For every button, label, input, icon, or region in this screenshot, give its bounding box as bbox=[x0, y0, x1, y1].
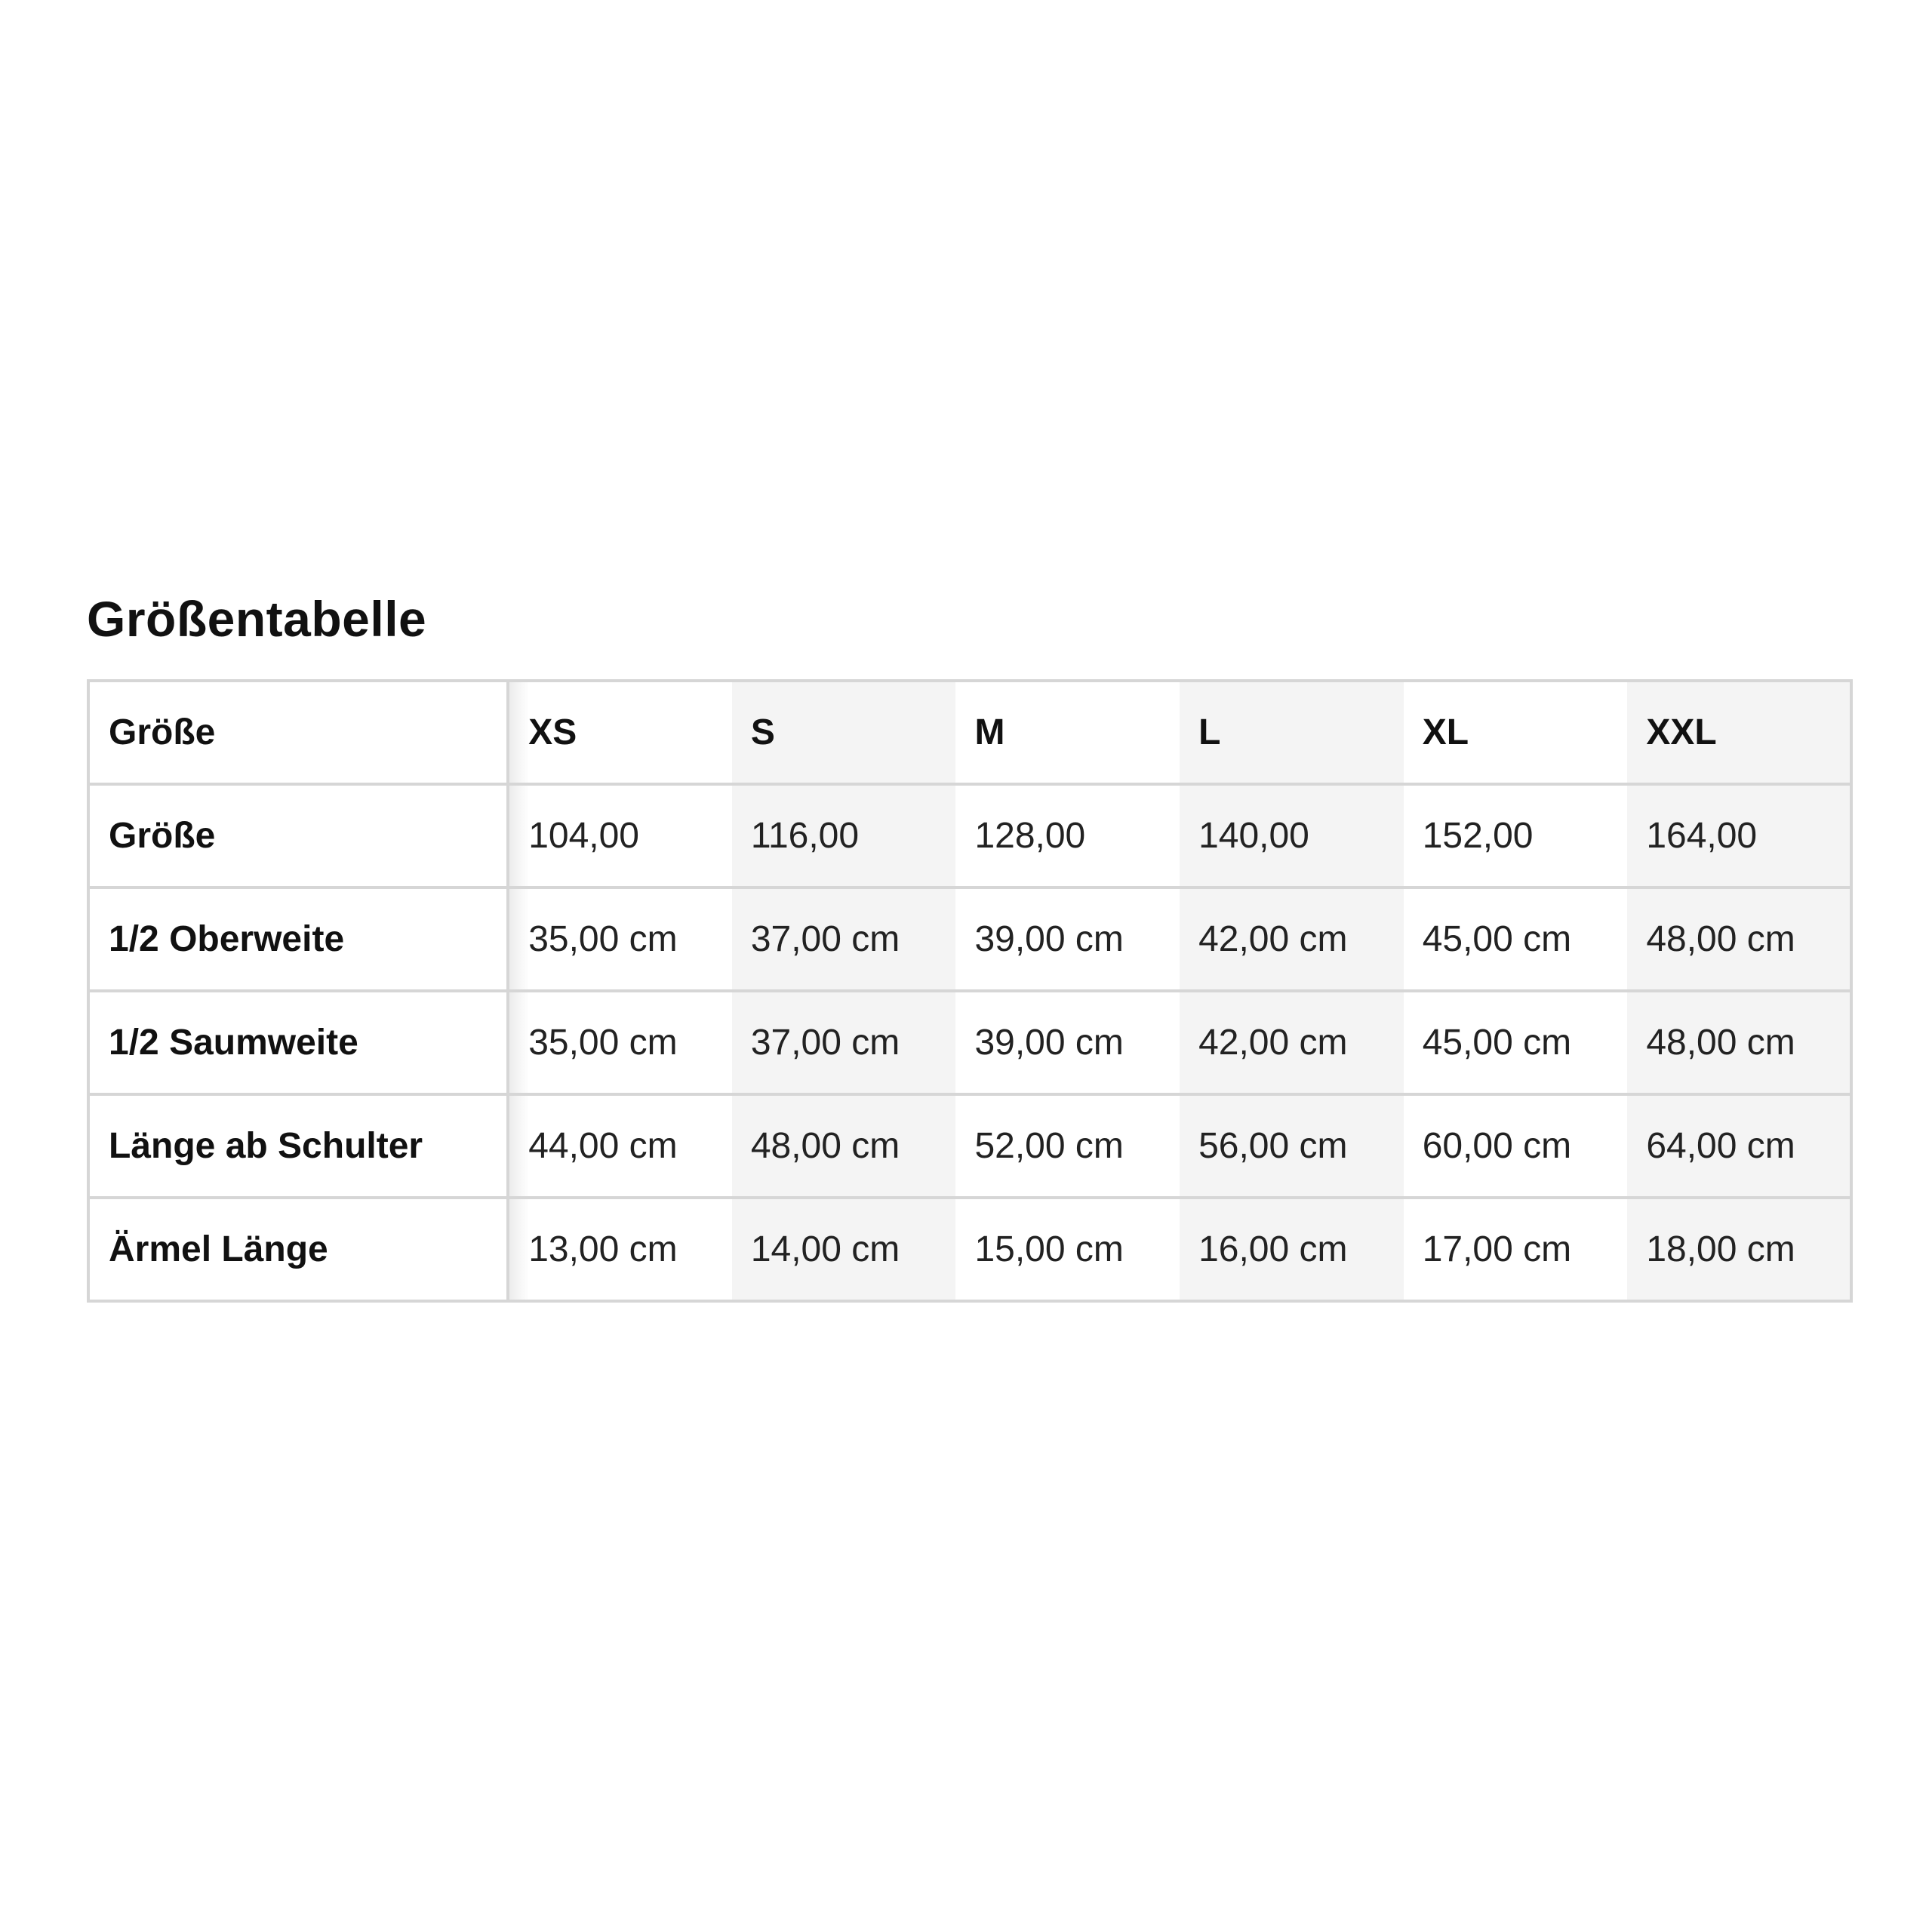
table-cell: 42,00 cm bbox=[1180, 888, 1404, 991]
row-label: Ärmel Länge bbox=[88, 1198, 508, 1301]
row-label: 1/2 Oberweite bbox=[88, 888, 508, 991]
table-cell: 37,00 cm bbox=[732, 991, 956, 1094]
row-label: Länge ab Schulter bbox=[88, 1094, 508, 1198]
size-chart-title: Größentabelle bbox=[87, 591, 427, 647]
table-row bbox=[88, 991, 1851, 1094]
table-cell: 52,00 cm bbox=[955, 1094, 1180, 1198]
table-cell: 60,00 cm bbox=[1404, 1094, 1628, 1198]
table-cell: 56,00 cm bbox=[1180, 1094, 1404, 1198]
header-row bbox=[88, 681, 1851, 784]
table-row bbox=[88, 784, 1851, 888]
table-cell: 14,00 cm bbox=[732, 1198, 956, 1301]
table-row bbox=[88, 1198, 1851, 1301]
table-cell: 164,00 bbox=[1627, 784, 1851, 888]
table-cell: 128,00 bbox=[955, 784, 1180, 888]
table-cell: 37,00 cm bbox=[732, 888, 956, 991]
size-header-m: M bbox=[955, 681, 1180, 784]
size-header-s: S bbox=[732, 681, 956, 784]
header-label: Größe bbox=[88, 681, 508, 784]
table-cell: 35,00 cm bbox=[508, 888, 732, 991]
size-table bbox=[87, 679, 1853, 1303]
table-cell: 17,00 cm bbox=[1404, 1198, 1628, 1301]
size-header-xxl: XXL bbox=[1627, 681, 1851, 784]
table-cell: 35,00 cm bbox=[508, 991, 732, 1094]
table-cell: 140,00 bbox=[1180, 784, 1404, 888]
table-cell: 13,00 cm bbox=[508, 1198, 732, 1301]
table-cell: 45,00 cm bbox=[1404, 888, 1628, 991]
table-cell: 48,00 cm bbox=[1627, 888, 1851, 991]
table-row bbox=[88, 888, 1851, 991]
size-chart bbox=[87, 589, 1853, 1303]
table-cell: 104,00 bbox=[508, 784, 732, 888]
size-header-l: L bbox=[1180, 681, 1404, 784]
table-cell: 45,00 cm bbox=[1404, 991, 1628, 1094]
table-cell: 48,00 cm bbox=[1627, 991, 1851, 1094]
row-label: Größe bbox=[88, 784, 508, 888]
table-cell: 44,00 cm bbox=[508, 1094, 732, 1198]
table-cell: 152,00 bbox=[1404, 784, 1628, 888]
table-cell: 42,00 cm bbox=[1180, 991, 1404, 1094]
table-cell: 64,00 cm bbox=[1627, 1094, 1851, 1198]
table-cell: 15,00 cm bbox=[955, 1198, 1180, 1301]
table-cell: 16,00 cm bbox=[1180, 1198, 1404, 1301]
size-header-xs: XS bbox=[508, 681, 732, 784]
table-cell: 18,00 cm bbox=[1627, 1198, 1851, 1301]
table-cell: 39,00 cm bbox=[955, 991, 1180, 1094]
size-header-xl: XL bbox=[1404, 681, 1628, 784]
table-row bbox=[88, 1094, 1851, 1198]
row-label: 1/2 Saumweite bbox=[88, 991, 508, 1094]
table-cell: 39,00 cm bbox=[955, 888, 1180, 991]
table-cell: 48,00 cm bbox=[732, 1094, 956, 1198]
table-cell: 116,00 bbox=[732, 784, 956, 888]
